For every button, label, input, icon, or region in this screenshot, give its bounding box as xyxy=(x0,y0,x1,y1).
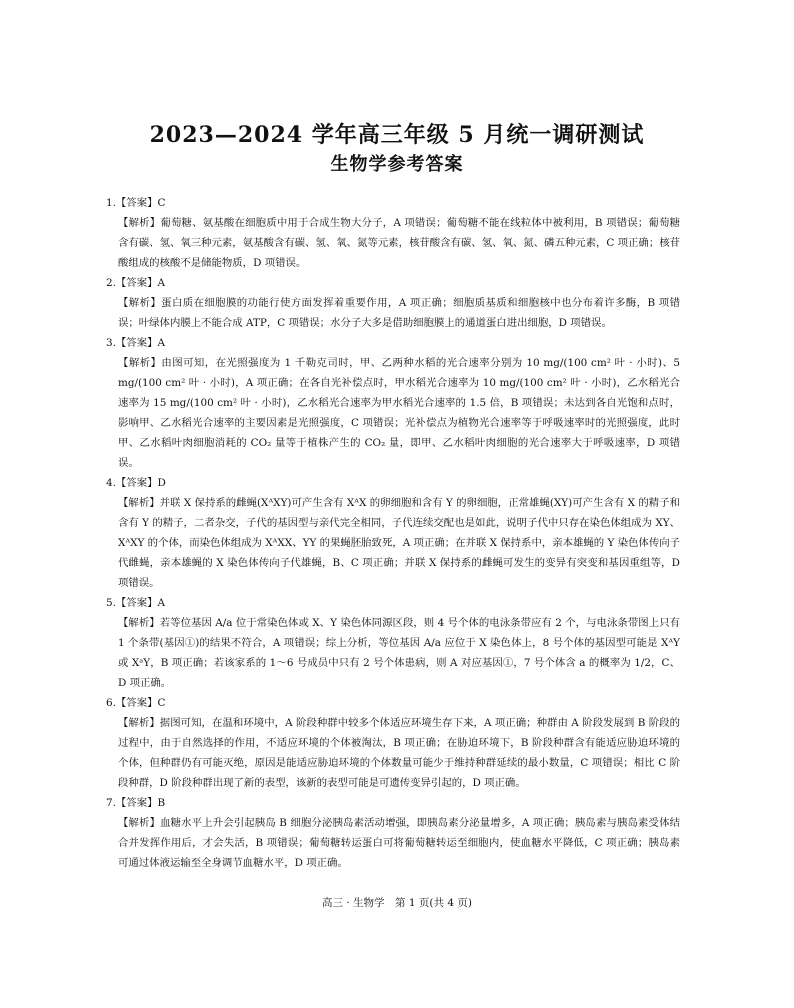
analysis-text: 【解析】若等位基因 A/a 位于常染色体或 X、Y 染色体同源区段，则 4 号个体的电泳条带应有 2 个，与电泳条带图上只有 1 个条带(基因①)的结果不符合，A 项错误；综上分析，等位基因 A/a 应位于 X 染色体上，8 号个体的基因型可能是 XᴬY 或 XᵃY，B 项正确；若该家系的 1～6 号成员中只有 2 号个体患病，则 A 对应基因①，7 号个体含 a 的概率为 1/2，C、D 项正确。 xyxy=(118,617,680,689)
analysis-text: 【解析】葡萄糖、氨基酸在细胞质中用于合成生物大分子，A 项错误；葡萄糖不能在线粒体中被利用，B 项错误；葡萄糖含有碳、氢、氧三种元素，氨基酸含有碳、氢、氧、氮等元素，核苷酸含有碳、氢、氧、氮、磷五种元素，C 项正确；核苷酸组成的核酸不是储能物质，D 项错误。 xyxy=(118,217,680,269)
question-item xyxy=(106,693,680,793)
question-item xyxy=(106,593,680,693)
analysis-text: 【解析】由图可知，在光照强度为 1 千勒克司时，甲、乙两种水稻的光合速率分别为 10 mg/(100 cm² 叶 · 小时)、5 mg/(100 cm² 叶 · 小时)，A 项正确；在各自光补偿点时，甲水稻光合速率为 10 mg/(100 cm² 叶 · 小时)，乙水稻光合速率为 15 mg/(100 cm² 叶 · 小时)，乙水稻光合速率为甲水稻光合速率的 1.5 倍，B 项错误；未达到各自光饱和点时，影响甲、乙水稻光合速率的主要因素是光照强度，C 项错误；光补偿点为植物光合速率等于呼吸速率时的光照强度，此时甲、乙水稻叶肉细胞消耗的 CO₂ 量等于植株产生的 CO₂ 量，即甲、乙水稻叶肉细胞的光合速率大于呼吸速率，D 项错误。 xyxy=(118,357,680,469)
page-subtitle: 生物学参考答案 xyxy=(330,154,464,175)
answer-line: 3.【答案】A xyxy=(106,337,165,349)
answer-line: 6.【答案】C xyxy=(106,697,166,709)
answer-line: 4.【答案】D xyxy=(106,477,166,489)
page-title: 2023—2024 学年高三年级 5 月统一调研测试 xyxy=(149,122,645,148)
answer-line: 1.【答案】C xyxy=(106,197,166,209)
page-footer: 高三 · 生物学 第 1 页(共 4 页) xyxy=(322,897,472,909)
analysis-text: 【解析】血糖水平上升会引起胰岛 B 细胞分泌胰岛素活动增强，即胰岛素分泌量增多，A 项正确；胰岛素与胰岛素受体结合并发挥作用后，才会失活，B 项错误；葡萄糖转运蛋白可将葡萄糖转运至细胞内，使血糖水平降低，C 项正确；胰岛素可通过体液运输至全身调节血糖水平，D 项正确。 xyxy=(118,817,680,869)
answer-list xyxy=(106,193,680,873)
answer-line: 5.【答案】A xyxy=(106,597,165,609)
analysis-text: 【解析】据图可知，在温和环境中，A 阶段种群中较多个体适应环境生存下来，A 项正确；种群由 A 阶段发展到 B 阶段的过程中，由于自然选择的作用，不适应环境的个体被淘汰，B 项正确；在胁迫环境下，B 阶段种群含有能适应胁迫环境的个体，但种群仍有可能灭绝，原因是能适应胁迫环境的个体数量可能少于维持种群延续的最小数量，C 项错误；相比 C 阶段种群，D 阶段种群出现了新的表型，该新的表型可能是可遗传变异引起的，D 项正确。 xyxy=(118,717,680,789)
question-item xyxy=(106,193,680,273)
answer-line: 2.【答案】A xyxy=(106,277,165,289)
question-item xyxy=(106,333,680,473)
question-item xyxy=(106,793,680,873)
analysis-text: 【解析】蛋白质在细胞膜的功能行使方面发挥着重要作用，A 项正确；细胞质基质和细胞核中也分布着许多酶，B 项错误；叶绿体内膜上不能合成 ATP，C 项错误；水分子大多是借助细胞膜上的通道蛋白进出细胞，D 项错误。 xyxy=(118,297,680,329)
question-item xyxy=(106,473,680,593)
question-item xyxy=(106,273,680,333)
answer-line: 7.【答案】B xyxy=(106,797,166,809)
analysis-text: 【解析】并联 X 保持系的雌蝇(XᴬXY)可产生含有 XᴬX 的卵细胞和含有 Y 的卵细胞，正常雄蝇(XY)可产生含有 X 的精子和含有 Y 的精子，二者杂交，子代的基因型与亲代完全相同，子代连续交配也是如此，说明子代中只存在染色体组成为 XY、XᴬXY 的个体，而染色体组成为 XᴬXX、YY 的果蝇胚胎致死，A 项正确；在并联 X 保持系中，亲本雄蝇的 Y 染色体传向子代雌蝇，亲本雄蝇的 X 染色体传向子代雄蝇，B、C 项正确；并联 X 保持系的雌蝇可发生的变异有突变和基因重组等，D 项错误。 xyxy=(118,497,680,589)
